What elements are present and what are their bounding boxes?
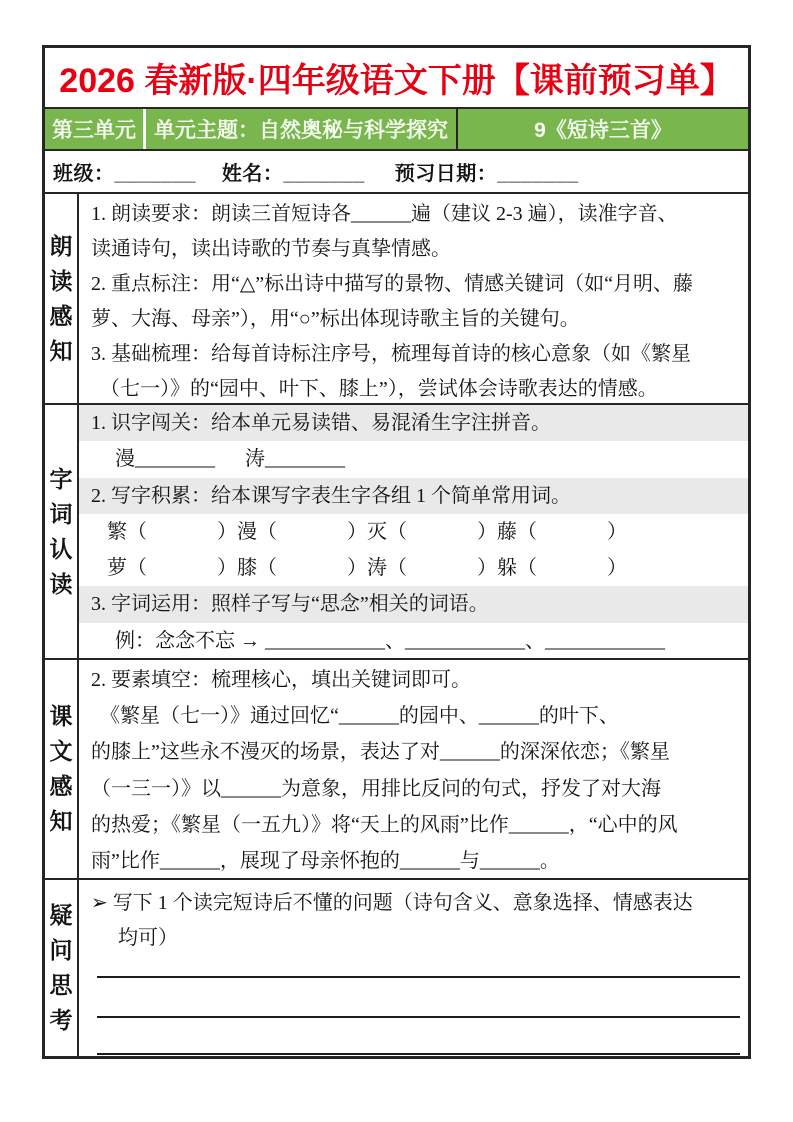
- class-field: 班级：_______: [53, 163, 196, 185]
- text-line: 1. 朗读要求：朗读三首短诗各______遍（建议 2-3 遍），读准字音、: [91, 203, 678, 225]
- section-label: [45, 194, 79, 403]
- preview-worksheet: [42, 45, 751, 1059]
- fill-blank-line: 例：念念不忘 → ____________、____________、____________: [115, 629, 665, 652]
- section-word-recognition: [45, 403, 748, 658]
- fill-blank-line: 繁（ ）漫（ ）灭（ ）藤（ ）: [107, 520, 627, 543]
- writing-rule-line: [97, 1053, 740, 1055]
- text-line: 3. 字词运用：照样子写与“思念”相关的词语。: [79, 586, 748, 622]
- section-reading-perception: [45, 192, 748, 403]
- section-content: [79, 660, 748, 878]
- unit-header-bar: [45, 107, 748, 149]
- writing-rule-line: [97, 1016, 740, 1018]
- section-label-text: 疑问思考: [49, 902, 73, 1033]
- text-line: 3. 基础梳理：给每首诗标注序号，梳理每首诗的核心意象（如《繁星: [91, 342, 691, 365]
- section-label-text: 课文感知: [49, 703, 73, 834]
- fill-blank-line: 雨”比作______，展现了母亲怀抱的______与______。: [91, 850, 560, 873]
- fill-blank-line: 的膝上”这些永不漫灭的场景，表达了对______的深深依恋；《繁星: [91, 741, 670, 764]
- student-info-row: [45, 149, 748, 192]
- section-label-text: 字词认读: [49, 465, 73, 597]
- text-line: 2. 写字积累：给本课写字表生字各组 1 个简单常用词。: [79, 478, 748, 514]
- fill-blank-line: （一三一）》以______为意象，用排比反问的句式，抒发了对大海: [91, 777, 661, 800]
- section-label: [45, 660, 79, 878]
- text-line: 1. 识字闯关：给本单元易读错、易混淆生字注拼音。: [79, 405, 748, 441]
- lesson-title: 9《短诗三首》: [534, 119, 672, 142]
- fill-blank-line: 的热爱；《繁星（一五九）》将“天上的风雨”比作______，“心中的风: [91, 813, 678, 836]
- section-text-comprehension: [45, 658, 748, 878]
- text-line: （七一）》的“园中、叶下、膝上”），尝试体会诗歌表达的情感。: [100, 377, 658, 400]
- writing-rule-line: [97, 976, 740, 978]
- section-label: [45, 405, 79, 658]
- text-line: 2. 重点标注：用“△”标出诗中描写的景物、情感关键词（如“月明、藤: [91, 272, 694, 295]
- preview-date-field: 预习日期：_______: [394, 163, 579, 185]
- fill-blank-line: 萝（ ）膝（ ）涛（ ）躲（ ）: [107, 557, 627, 580]
- section-label-text: 朗读感知: [49, 232, 73, 364]
- unit-number: 第三单元: [45, 109, 146, 149]
- name-field: 姓名：_______: [221, 163, 365, 185]
- section-content: [79, 194, 748, 403]
- unit-theme: 单元主题：自然奥秘与科学探究: [146, 109, 458, 149]
- section-content: [79, 405, 748, 658]
- bullet-text-line: ➢ 写下 1 个读完短诗后不懂的问题（诗句含义、意象选择、情感表达: [91, 892, 693, 914]
- text-line: 2. 要素填空：梳理核心，填出关键词即可。: [91, 669, 471, 691]
- page-title: 2026 春新版·四年级语文下册【课前预习单】: [59, 62, 734, 100]
- text-line: 萝、大海、母亲”），用“○”标出体现诗歌主旨的关键句。: [91, 307, 580, 330]
- section-question-thinking: [45, 878, 748, 1056]
- fill-blank-line: 漫________ 涛________: [115, 448, 345, 471]
- section-content: [79, 880, 748, 1056]
- section-label: [45, 880, 79, 1056]
- text-line: 均可）: [118, 927, 178, 949]
- fill-blank-line: 《繁星（七一）》通过回忆“______的园中、______的叶下、: [100, 705, 619, 728]
- text-line: 读通诗句，读出诗歌的节奏与真挚情感。: [91, 237, 451, 260]
